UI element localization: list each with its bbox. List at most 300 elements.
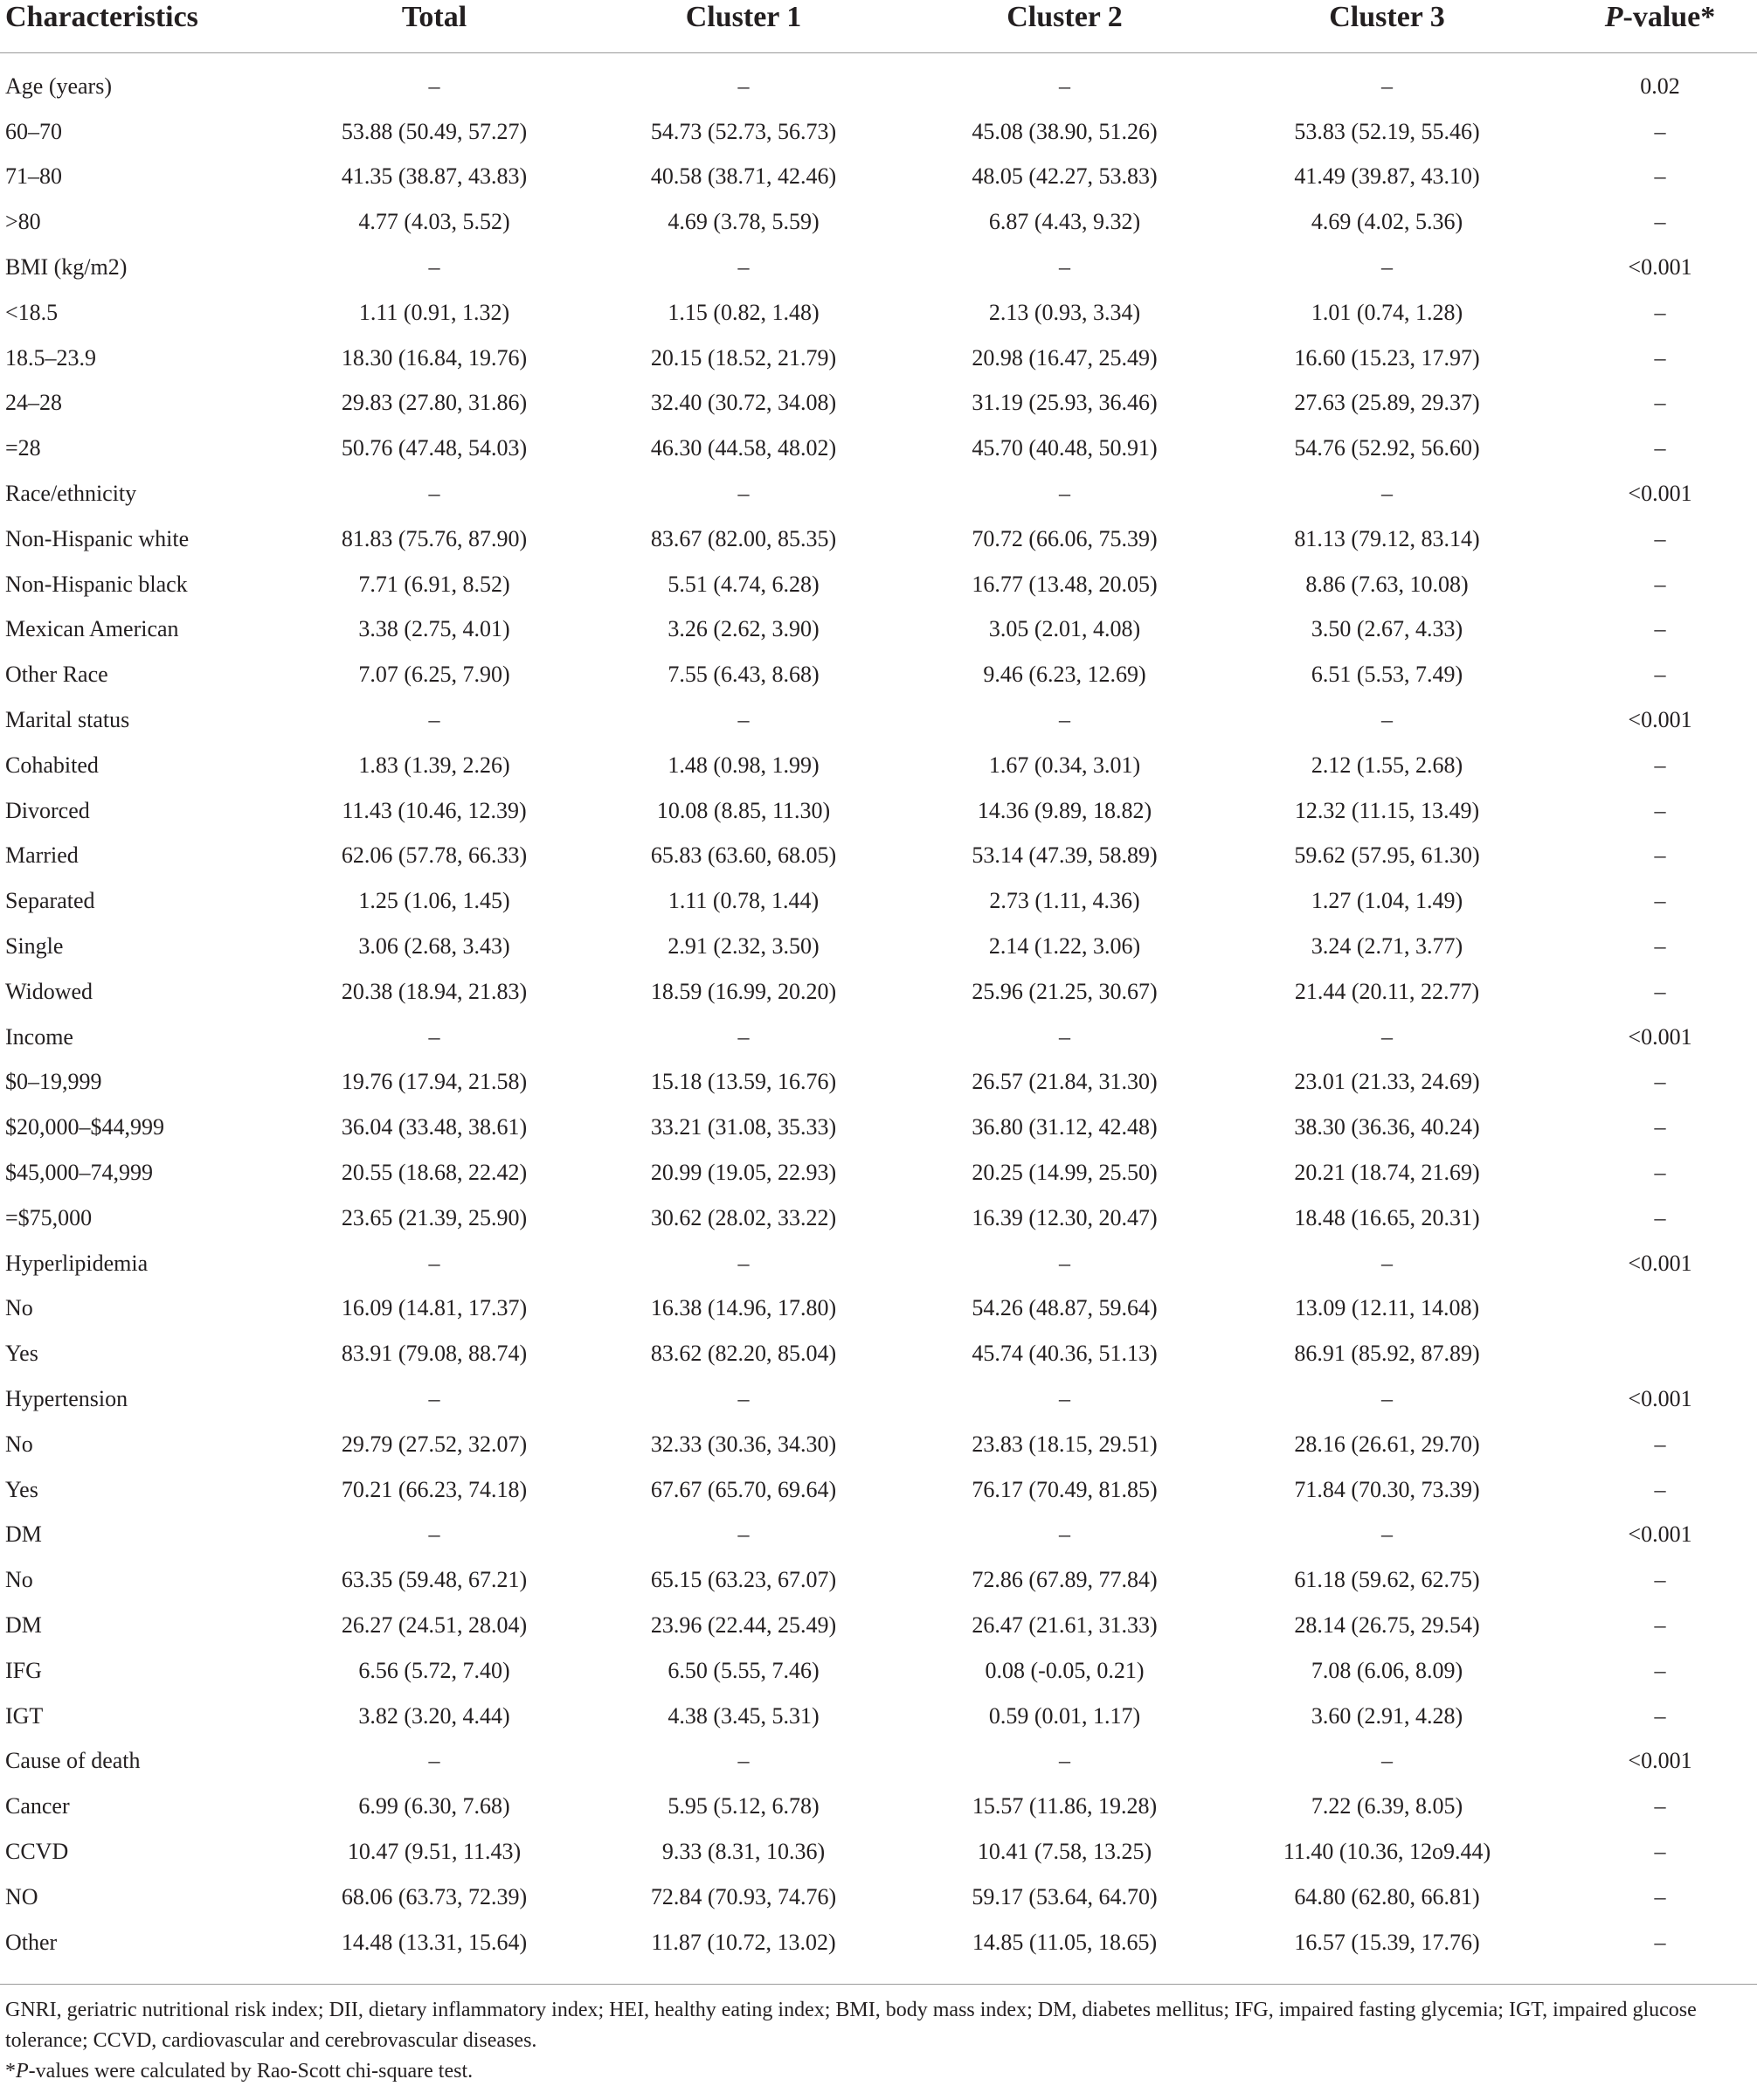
cell-p-value: – bbox=[1654, 1567, 1666, 1593]
cell-cluster-2: 2.13 (0.93, 3.34) bbox=[988, 299, 1141, 325]
cell-cluster-3: – bbox=[1381, 1521, 1393, 1548]
cell-cluster-3: – bbox=[1381, 254, 1393, 281]
cell-characteristic: Hyperlipidemia bbox=[5, 1250, 149, 1276]
cell-cluster-2: 31.19 (25.93, 36.46) bbox=[972, 390, 1158, 416]
cell-p-value: – bbox=[1654, 571, 1666, 597]
cell-p-value: – bbox=[1654, 933, 1666, 960]
cell-cluster-3: 18.48 (16.65, 20.31) bbox=[1294, 1204, 1480, 1230]
header-p-value bbox=[1563, 0, 1757, 53]
cell-cluster-2: 45.74 (40.36, 51.13) bbox=[972, 1341, 1158, 1367]
header-cluster-3: Cluster 3 bbox=[1211, 0, 1563, 53]
cell-total: 3.38 (2.75, 4.01) bbox=[358, 616, 510, 642]
cell-characteristic: Yes bbox=[5, 1476, 38, 1502]
cell-cluster-2: 45.70 (40.48, 50.91) bbox=[972, 435, 1158, 461]
cell-characteristic: Single bbox=[5, 933, 64, 960]
cell-cluster-1: – bbox=[737, 1748, 750, 1774]
cell-characteristic: Cancer bbox=[5, 1793, 70, 1819]
cell-total: 16.09 (14.81, 17.37) bbox=[341, 1295, 528, 1321]
table-row bbox=[0, 1467, 1757, 1513]
cell-total: 4.77 (4.03, 5.52) bbox=[358, 209, 510, 235]
cell-characteristic: =$75,000 bbox=[5, 1204, 93, 1230]
table-row bbox=[0, 1738, 1757, 1784]
cell-cluster-1: – bbox=[737, 73, 750, 99]
cell-cluster-1: 23.96 (22.44, 25.49) bbox=[650, 1611, 837, 1638]
cell-cluster-3: 27.63 (25.89, 29.37) bbox=[1294, 390, 1480, 416]
cell-characteristic: CCVD bbox=[5, 1838, 69, 1864]
cell-characteristic: $0–19,999 bbox=[5, 1069, 102, 1095]
table-row bbox=[0, 1196, 1757, 1241]
cell-cluster-2: 16.77 (13.48, 20.05) bbox=[972, 571, 1158, 597]
p-note-letter: P bbox=[16, 2060, 29, 2083]
cell-cluster-2: 14.85 (11.05, 18.65) bbox=[972, 1929, 1158, 1955]
cell-cluster-2: 53.14 (47.39, 58.89) bbox=[972, 842, 1158, 869]
cell-total: 62.06 (57.78, 66.33) bbox=[341, 842, 528, 869]
cell-cluster-3: 20.21 (18.74, 21.69) bbox=[1294, 1160, 1480, 1186]
cell-total: 26.27 (24.51, 28.04) bbox=[341, 1611, 528, 1638]
cell-total: – bbox=[428, 1748, 440, 1774]
cell-cluster-3: 71.84 (70.30, 73.39) bbox=[1294, 1476, 1480, 1502]
cell-total: – bbox=[428, 707, 440, 733]
cell-p-value: – bbox=[1654, 163, 1666, 190]
cell-cluster-1: 18.59 (16.99, 20.20) bbox=[650, 978, 837, 1004]
table-footnotes bbox=[5, 1995, 1753, 2087]
cell-cluster-2: 6.87 (4.43, 9.32) bbox=[988, 209, 1141, 235]
cell-p-value: <0.001 bbox=[1628, 1386, 1692, 1411]
table-row bbox=[0, 924, 1757, 969]
cell-characteristic: BMI (kg/m2) bbox=[5, 254, 128, 281]
cell-cluster-3: 38.30 (36.36, 40.24) bbox=[1294, 1114, 1480, 1140]
cell-cluster-2: 20.98 (16.47, 25.49) bbox=[972, 344, 1158, 371]
table-row bbox=[0, 1331, 1757, 1376]
table-row bbox=[0, 607, 1757, 653]
cell-cluster-1: 65.15 (63.23, 67.07) bbox=[650, 1567, 837, 1593]
cell-characteristic: Non-Hispanic black bbox=[5, 571, 188, 597]
cell-cluster-3: 16.57 (15.39, 17.76) bbox=[1294, 1929, 1480, 1955]
cell-cluster-2: 36.80 (31.12, 42.48) bbox=[972, 1114, 1158, 1140]
cell-total: 18.30 (16.84, 19.76) bbox=[341, 344, 528, 371]
cell-cluster-2: – bbox=[1059, 481, 1070, 507]
cell-cluster-1: 30.62 (28.02, 33.22) bbox=[650, 1204, 837, 1230]
cell-p-value: <0.001 bbox=[1628, 707, 1692, 733]
cell-p-value: – bbox=[1654, 1476, 1666, 1502]
header-cluster-1: Cluster 1 bbox=[569, 0, 918, 53]
table-row bbox=[0, 1829, 1757, 1875]
cell-cluster-3: 1.01 (0.74, 1.28) bbox=[1311, 299, 1463, 325]
header-total: Total bbox=[300, 0, 569, 53]
cell-cluster-3: 54.76 (52.92, 56.60) bbox=[1294, 435, 1480, 461]
cell-cluster-2: 59.17 (53.64, 64.70) bbox=[972, 1883, 1158, 1909]
cell-cluster-1: 54.73 (52.73, 56.73) bbox=[650, 118, 837, 144]
cell-total: 19.76 (17.94, 21.58) bbox=[341, 1069, 528, 1095]
cell-p-value: – bbox=[1654, 1793, 1666, 1819]
cell-cluster-1: 83.62 (82.20, 85.04) bbox=[650, 1341, 837, 1367]
cell-cluster-1: 4.38 (3.45, 5.31) bbox=[668, 1702, 820, 1729]
cell-total: 20.38 (18.94, 21.83) bbox=[341, 978, 528, 1004]
cell-cluster-2: – bbox=[1059, 1748, 1070, 1774]
cell-total: 50.76 (47.48, 54.03) bbox=[341, 435, 528, 461]
cell-cluster-3: 41.49 (39.87, 43.10) bbox=[1294, 163, 1480, 190]
cell-cluster-2: – bbox=[1059, 254, 1070, 281]
cell-characteristic: =28 bbox=[5, 435, 41, 461]
cell-cluster-1: 6.50 (5.55, 7.46) bbox=[668, 1657, 820, 1683]
cell-cluster-1: – bbox=[737, 1386, 750, 1411]
cell-characteristic: Cause of death bbox=[5, 1748, 141, 1774]
cell-cluster-3: 23.01 (21.33, 24.69) bbox=[1294, 1069, 1480, 1095]
cell-p-value: – bbox=[1654, 1838, 1666, 1864]
table-row bbox=[0, 1603, 1757, 1648]
cell-characteristic: Married bbox=[5, 842, 79, 869]
header-p-letter: P bbox=[1604, 1, 1623, 33]
cell-cluster-1: 83.67 (82.00, 85.35) bbox=[650, 525, 837, 551]
cell-cluster-3: 8.86 (7.63, 10.08) bbox=[1305, 571, 1469, 597]
table-row bbox=[0, 1105, 1757, 1150]
cell-p-value: 0.02 bbox=[1640, 73, 1680, 99]
cell-cluster-3: – bbox=[1381, 481, 1393, 507]
table-row bbox=[0, 697, 1757, 743]
table-bottom-rule bbox=[0, 1984, 1757, 1985]
cell-cluster-1: 2.91 (2.32, 3.50) bbox=[668, 933, 820, 960]
cell-total: – bbox=[428, 481, 440, 507]
cell-total: 1.83 (1.39, 2.26) bbox=[358, 752, 510, 778]
cell-cluster-2: 48.05 (42.27, 53.83) bbox=[972, 163, 1158, 190]
cell-cluster-2: – bbox=[1059, 707, 1070, 733]
cell-characteristic: Other bbox=[5, 1929, 58, 1955]
table-row bbox=[0, 1241, 1757, 1286]
cell-p-value: <0.001 bbox=[1628, 1250, 1692, 1276]
cell-p-value bbox=[1563, 1286, 1757, 1332]
p-value-note bbox=[5, 2056, 1753, 2087]
cell-cluster-3: 7.08 (6.06, 8.09) bbox=[1311, 1657, 1463, 1683]
cell-cluster-2: 26.57 (21.84, 31.30) bbox=[972, 1069, 1158, 1095]
cell-cluster-1: 5.51 (4.74, 6.28) bbox=[668, 571, 820, 597]
cell-cluster-1: 15.18 (13.59, 16.76) bbox=[650, 1069, 837, 1095]
table-row bbox=[0, 471, 1757, 516]
table-row bbox=[0, 1920, 1757, 1965]
cell-cluster-1: 65.83 (63.60, 68.05) bbox=[650, 842, 837, 869]
cell-cluster-3: 1.27 (1.04, 1.49) bbox=[1311, 888, 1463, 914]
cell-cluster-3: 3.24 (2.71, 3.77) bbox=[1311, 933, 1463, 960]
cell-p-value: – bbox=[1654, 662, 1666, 688]
abbreviations-note: GNRI, geriatric nutritional risk index; DII, dietary inflammatory index; HEI, healthy eating index; BMI, body mass index; DM, diabetes mellitus; IFG, impaired fasting glycemia; IGT, impaired glucose tolerance; CCVD, cardiovascular and cerebrovascular diseases. bbox=[5, 1999, 1697, 2052]
cell-cluster-1: 32.40 (30.72, 34.08) bbox=[650, 390, 837, 416]
cell-total: 11.43 (10.46, 12.39) bbox=[342, 797, 527, 823]
cell-cluster-1: 1.48 (0.98, 1.99) bbox=[668, 752, 820, 778]
cell-p-value: – bbox=[1654, 1929, 1666, 1955]
cell-total: – bbox=[428, 254, 440, 281]
cell-cluster-1: 40.58 (38.71, 42.46) bbox=[650, 163, 837, 190]
cell-cluster-2: 3.05 (2.01, 4.08) bbox=[988, 616, 1141, 642]
cell-characteristic: 24–28 bbox=[5, 390, 62, 416]
cell-p-value: – bbox=[1654, 435, 1666, 461]
cell-p-value: <0.001 bbox=[1628, 481, 1692, 507]
cell-p-value: – bbox=[1654, 1611, 1666, 1638]
cell-p-value: <0.001 bbox=[1628, 1023, 1692, 1050]
cell-cluster-2: 2.73 (1.11, 4.36) bbox=[989, 888, 1140, 914]
cell-cluster-3: 28.14 (26.75, 29.54) bbox=[1294, 1611, 1480, 1638]
table-row bbox=[0, 155, 1757, 200]
header-characteristics: Characteristics bbox=[0, 0, 300, 53]
table-row bbox=[0, 1694, 1757, 1739]
cell-cluster-1: 20.99 (19.05, 22.93) bbox=[650, 1160, 837, 1186]
cell-p-value: – bbox=[1654, 1431, 1666, 1457]
cell-cluster-3: 13.09 (12.11, 14.08) bbox=[1294, 1295, 1480, 1321]
table-row bbox=[0, 652, 1757, 697]
table-row bbox=[0, 426, 1757, 471]
table-row bbox=[0, 1060, 1757, 1105]
cell-cluster-3: – bbox=[1381, 1023, 1393, 1050]
cell-cluster-2: 76.17 (70.49, 81.85) bbox=[972, 1476, 1158, 1502]
cell-total: – bbox=[428, 1521, 440, 1548]
cell-total: 7.71 (6.91, 8.52) bbox=[358, 571, 510, 597]
cell-cluster-3: – bbox=[1381, 1386, 1393, 1411]
cell-cluster-2: – bbox=[1059, 1023, 1070, 1050]
cell-cluster-3: 12.32 (11.15, 13.49) bbox=[1294, 797, 1480, 823]
table-row bbox=[0, 969, 1757, 1015]
cell-cluster-1: – bbox=[737, 707, 750, 733]
cell-cluster-1: – bbox=[737, 1250, 750, 1276]
cell-cluster-1: 72.84 (70.93, 74.76) bbox=[650, 1883, 837, 1909]
cell-cluster-3: – bbox=[1381, 707, 1393, 733]
cell-cluster-3: 16.60 (15.23, 17.97) bbox=[1294, 344, 1480, 371]
table-row bbox=[0, 53, 1757, 109]
cell-p-value: – bbox=[1654, 752, 1666, 778]
cell-cluster-3: 4.69 (4.02, 5.36) bbox=[1311, 209, 1463, 235]
cell-total: – bbox=[428, 1023, 440, 1050]
cell-p-value: – bbox=[1654, 1069, 1666, 1095]
table-row bbox=[0, 743, 1757, 788]
cell-total: 20.55 (18.68, 22.42) bbox=[341, 1160, 528, 1186]
cell-cluster-2: – bbox=[1059, 1386, 1070, 1411]
table-row bbox=[0, 1648, 1757, 1694]
cell-p-value: – bbox=[1654, 1657, 1666, 1683]
table-row bbox=[0, 1422, 1757, 1467]
cell-total: 53.88 (50.49, 57.27) bbox=[341, 118, 528, 144]
table-row bbox=[0, 834, 1757, 879]
cell-total: 10.47 (9.51, 11.43) bbox=[347, 1838, 522, 1864]
table-row bbox=[0, 1150, 1757, 1196]
cell-total: 6.99 (6.30, 7.68) bbox=[358, 1793, 510, 1819]
cell-total: 68.06 (63.73, 72.39) bbox=[341, 1883, 528, 1909]
cell-characteristic: Widowed bbox=[5, 978, 93, 1004]
cell-cluster-1: 1.15 (0.82, 1.48) bbox=[668, 299, 820, 325]
cell-cluster-1: 32.33 (30.36, 34.30) bbox=[650, 1431, 837, 1457]
cell-characteristic: No bbox=[5, 1431, 33, 1457]
cell-p-value: – bbox=[1654, 797, 1666, 823]
cell-cluster-1: – bbox=[737, 481, 750, 507]
cell-p-value: <0.001 bbox=[1628, 254, 1692, 281]
cell-cluster-2: – bbox=[1059, 73, 1070, 99]
cell-characteristic: 18.5–23.9 bbox=[5, 344, 96, 371]
cell-characteristic: Marital status bbox=[5, 707, 130, 733]
cell-characteristic: 60–70 bbox=[5, 118, 62, 144]
cell-total: 1.11 (0.91, 1.32) bbox=[358, 299, 510, 325]
cell-characteristic: Mexican American bbox=[5, 616, 179, 642]
p-note-star: * bbox=[5, 2060, 16, 2083]
cell-characteristic: No bbox=[5, 1295, 33, 1321]
cell-cluster-1: 7.55 (6.43, 8.68) bbox=[668, 662, 820, 688]
cell-p-value: – bbox=[1654, 209, 1666, 235]
cell-cluster-1: 67.67 (65.70, 69.64) bbox=[650, 1476, 837, 1502]
cell-characteristic: $20,000–$44,999 bbox=[5, 1114, 164, 1140]
cell-total: 29.83 (27.80, 31.86) bbox=[341, 390, 528, 416]
cell-cluster-1: 9.33 (8.31, 10.36) bbox=[661, 1838, 826, 1864]
cell-p-value: – bbox=[1654, 978, 1666, 1004]
table-row bbox=[0, 290, 1757, 336]
cell-total: – bbox=[428, 1250, 440, 1276]
cell-cluster-1: 5.95 (5.12, 6.78) bbox=[668, 1793, 820, 1819]
cell-cluster-1: 20.15 (18.52, 21.79) bbox=[650, 344, 837, 371]
cell-characteristic: Age (years) bbox=[5, 73, 112, 99]
cell-p-value: – bbox=[1654, 616, 1666, 642]
cell-cluster-3: 53.83 (52.19, 55.46) bbox=[1294, 118, 1480, 144]
cell-cluster-3: – bbox=[1381, 1250, 1393, 1276]
table-row bbox=[0, 1376, 1757, 1422]
cell-characteristic: NO bbox=[5, 1883, 38, 1909]
cell-total: 81.83 (75.76, 87.90) bbox=[341, 525, 528, 551]
cell-cluster-1: 1.11 (0.78, 1.44) bbox=[668, 888, 820, 914]
cell-characteristic: IGT bbox=[5, 1702, 44, 1729]
cell-p-value: <0.001 bbox=[1628, 1521, 1692, 1548]
cell-cluster-2: 72.86 (67.89, 77.84) bbox=[972, 1567, 1158, 1593]
cell-cluster-1: – bbox=[737, 1023, 750, 1050]
table-row bbox=[0, 1875, 1757, 1920]
cell-cluster-2: 14.36 (9.89, 18.82) bbox=[977, 797, 1152, 823]
cell-cluster-2: – bbox=[1059, 1250, 1070, 1276]
table-row bbox=[0, 1015, 1757, 1060]
cell-total: 29.79 (27.52, 32.07) bbox=[341, 1431, 528, 1457]
cell-total: 41.35 (38.87, 43.83) bbox=[341, 163, 528, 190]
cell-total: 7.07 (6.25, 7.90) bbox=[358, 662, 510, 688]
header-cluster-2: Cluster 2 bbox=[918, 0, 1211, 53]
table-row bbox=[0, 199, 1757, 245]
table-row bbox=[0, 1513, 1757, 1558]
cell-characteristic: $45,000–74,999 bbox=[5, 1160, 153, 1186]
cell-total: – bbox=[428, 1386, 440, 1411]
cell-cluster-2: – bbox=[1059, 1521, 1070, 1548]
cell-characteristic: Income bbox=[5, 1023, 73, 1050]
cell-cluster-3: 21.44 (20.11, 22.77) bbox=[1294, 978, 1480, 1004]
cell-cluster-2: 25.96 (21.25, 30.67) bbox=[972, 978, 1158, 1004]
cell-cluster-2: 1.67 (0.34, 3.01) bbox=[988, 752, 1141, 778]
p-note-text: -values were calculated by Rao-Scott chi-square test. bbox=[28, 2060, 474, 2083]
cell-characteristic: Cohabited bbox=[5, 752, 99, 778]
cell-cluster-2: 45.08 (38.90, 51.26) bbox=[972, 118, 1158, 144]
cell-total: 83.91 (79.08, 88.74) bbox=[341, 1341, 528, 1367]
cell-cluster-3: 64.80 (62.80, 66.81) bbox=[1294, 1883, 1480, 1909]
cell-cluster-1: 16.38 (14.96, 17.80) bbox=[650, 1295, 837, 1321]
cell-characteristic: Hypertension bbox=[5, 1386, 128, 1411]
cell-cluster-3: 3.60 (2.91, 4.28) bbox=[1311, 1702, 1463, 1729]
cell-cluster-2: 9.46 (6.23, 12.69) bbox=[983, 662, 1146, 688]
table-row bbox=[0, 336, 1757, 381]
cell-characteristic: IFG bbox=[5, 1657, 42, 1683]
table-row bbox=[0, 1286, 1757, 1332]
cell-characteristic: Divorced bbox=[5, 797, 90, 823]
cell-characteristic: Separated bbox=[5, 888, 95, 914]
cell-characteristic: 71–80 bbox=[5, 163, 62, 190]
cell-cluster-3: 59.62 (57.95, 61.30) bbox=[1294, 842, 1480, 869]
cell-cluster-3: 6.51 (5.53, 7.49) bbox=[1311, 662, 1463, 688]
cell-total: 1.25 (1.06, 1.45) bbox=[358, 888, 510, 914]
cell-cluster-1: 11.87 (10.72, 13.02) bbox=[651, 1929, 836, 1955]
cell-cluster-3: 7.22 (6.39, 8.05) bbox=[1311, 1793, 1463, 1819]
cell-characteristic: Race/ethnicity bbox=[5, 481, 137, 507]
cell-cluster-3: 11.40 (10.36, 12o9.44) bbox=[1283, 1838, 1491, 1864]
cell-p-value: – bbox=[1654, 344, 1666, 371]
cell-cluster-3: 86.91 (85.92, 87.89) bbox=[1294, 1341, 1480, 1367]
table-row bbox=[0, 381, 1757, 426]
cell-cluster-1: 46.30 (44.58, 48.02) bbox=[650, 435, 837, 461]
cell-cluster-1: 3.26 (2.62, 3.90) bbox=[668, 616, 820, 642]
cell-cluster-1: 33.21 (31.08, 35.33) bbox=[650, 1114, 837, 1140]
cell-p-value: – bbox=[1654, 299, 1666, 325]
cell-cluster-3: 28.16 (26.61, 29.70) bbox=[1294, 1431, 1480, 1457]
cell-total: 6.56 (5.72, 7.40) bbox=[358, 1657, 510, 1683]
cell-total: 36.04 (33.48, 38.61) bbox=[341, 1114, 528, 1140]
cell-cluster-3: 3.50 (2.67, 4.33) bbox=[1311, 616, 1463, 642]
cell-cluster-3: 61.18 (59.62, 62.75) bbox=[1294, 1567, 1480, 1593]
cell-p-value: – bbox=[1654, 1883, 1666, 1909]
cell-cluster-3: – bbox=[1381, 1748, 1393, 1774]
table-header bbox=[0, 0, 1757, 53]
cell-p-value: – bbox=[1654, 1114, 1666, 1140]
cell-cluster-1: 4.69 (3.78, 5.59) bbox=[668, 209, 820, 235]
table-row bbox=[0, 562, 1757, 607]
cell-p-value: – bbox=[1654, 1160, 1666, 1186]
cell-p-value bbox=[1563, 1331, 1757, 1376]
cell-cluster-1: – bbox=[737, 254, 750, 281]
cell-total: – bbox=[428, 73, 440, 99]
cell-p-value: – bbox=[1654, 842, 1666, 869]
cell-cluster-3: – bbox=[1381, 73, 1393, 99]
cell-cluster-1: – bbox=[737, 1521, 750, 1548]
cell-total: 63.35 (59.48, 67.21) bbox=[341, 1567, 528, 1593]
cell-cluster-2: 2.14 (1.22, 3.06) bbox=[988, 933, 1141, 960]
cell-characteristic: <18.5 bbox=[5, 299, 59, 325]
cell-cluster-2: 0.59 (0.01, 1.17) bbox=[988, 1702, 1141, 1729]
header-row bbox=[0, 0, 1757, 53]
cell-characteristic: Non-Hispanic white bbox=[5, 525, 190, 551]
cell-cluster-2: 26.47 (21.61, 31.33) bbox=[972, 1611, 1158, 1638]
cell-total: 14.48 (13.31, 15.64) bbox=[341, 1929, 528, 1955]
cell-p-value: – bbox=[1654, 1204, 1666, 1230]
table-row bbox=[0, 109, 1757, 155]
cell-cluster-1: 10.08 (8.85, 11.30) bbox=[656, 797, 831, 823]
cell-p-value: – bbox=[1654, 390, 1666, 416]
cell-total: 3.06 (2.68, 3.43) bbox=[358, 933, 510, 960]
cell-p-value: – bbox=[1654, 1702, 1666, 1729]
cell-cluster-3: 2.12 (1.55, 2.68) bbox=[1311, 752, 1463, 778]
cell-p-value: <0.001 bbox=[1628, 1748, 1692, 1774]
header-p-suffix: -value* bbox=[1622, 1, 1716, 33]
cell-cluster-3: 81.13 (79.12, 83.14) bbox=[1294, 525, 1480, 551]
table-row bbox=[0, 516, 1757, 562]
cell-characteristic: DM bbox=[5, 1611, 42, 1638]
cell-cluster-2: 0.08 (-0.05, 0.21) bbox=[985, 1657, 1145, 1683]
cell-cluster-2: 23.83 (18.15, 29.51) bbox=[972, 1431, 1158, 1457]
cell-characteristic: >80 bbox=[5, 209, 41, 235]
cell-cluster-2: 20.25 (14.99, 25.50) bbox=[972, 1160, 1158, 1186]
table-row bbox=[0, 245, 1757, 290]
cell-characteristic: DM bbox=[5, 1521, 42, 1548]
table-body bbox=[0, 53, 1757, 1965]
table-row bbox=[0, 788, 1757, 834]
cell-characteristic: Yes bbox=[5, 1341, 38, 1367]
cell-p-value: – bbox=[1654, 525, 1666, 551]
cell-p-value: – bbox=[1654, 118, 1666, 144]
cell-total: 3.82 (3.20, 4.44) bbox=[358, 1702, 510, 1729]
cell-cluster-2: 16.39 (12.30, 20.47) bbox=[972, 1204, 1158, 1230]
